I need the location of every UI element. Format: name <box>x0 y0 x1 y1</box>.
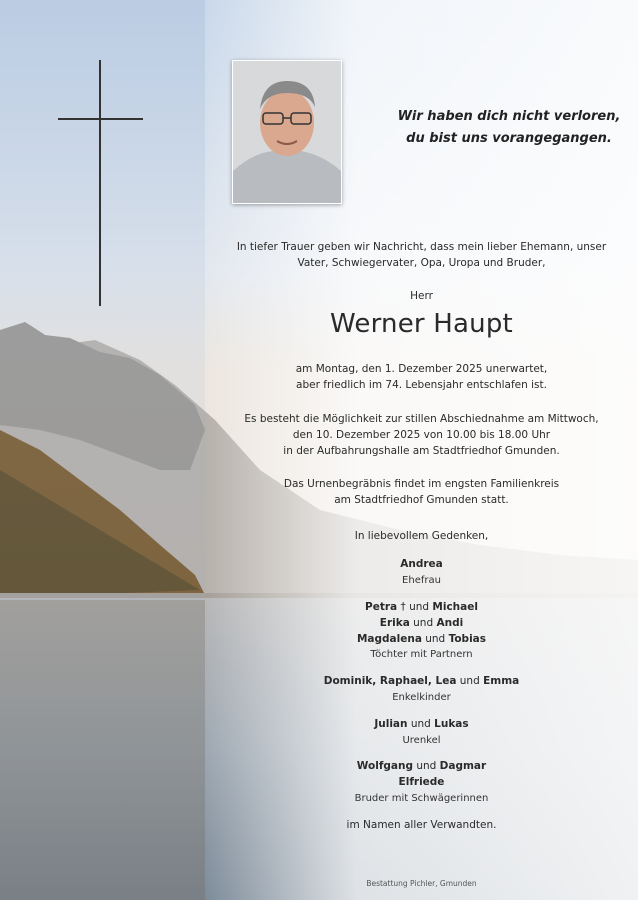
daughter-3-name: Magdalena <box>356 632 422 645</box>
family-daughters <box>205 600 638 662</box>
and-word: und <box>410 718 431 730</box>
grandchildren-line <box>205 674 638 690</box>
cross-icon <box>99 60 101 306</box>
farewell-line-3: in der Aufbahrungshalle am Stadtfriedhof Gmunden. <box>283 444 560 457</box>
quote-line-1: Wir haben dich nicht verloren, <box>397 109 621 124</box>
and-word: und <box>416 760 437 772</box>
great-grandchildren-line <box>205 717 638 733</box>
wife-role: Ehefrau <box>402 574 441 586</box>
deceased-name <box>205 308 638 340</box>
daughter-3-partner: Tobias <box>448 632 487 645</box>
daughters-role: Töchter mit Partnern <box>370 649 473 661</box>
intro-line-2: Vater, Schwiegervater, Opa, Uropa und Bruder, <box>297 256 546 269</box>
wife-name: Andrea <box>400 558 443 570</box>
memory-line: In liebevollem Gedenken, <box>354 530 489 542</box>
death-text <box>205 362 638 394</box>
grandchild-last-name: Emma <box>483 675 520 687</box>
death-line-2: aber friedlich im 74. Lebensjahr entschlafen ist. <box>296 378 547 391</box>
salutation <box>205 289 638 305</box>
brother-name: Wolfgang <box>356 760 413 772</box>
footer-text: Bestattung Pichler, Gmunden <box>366 879 477 888</box>
closing-line: im Namen aller Verwandten. <box>346 819 497 831</box>
family-great-grandchildren <box>205 717 638 748</box>
intro-line-1: In tiefer Trauer geben wir Nachricht, dass mein lieber Ehemann, unser <box>236 241 607 253</box>
salutation-text: Herr <box>410 290 433 302</box>
great-grandchildren-role: Urenkel <box>402 734 441 746</box>
daughter-line-1 <box>205 600 638 616</box>
and-word: und <box>409 601 430 613</box>
daughter-1-name: Petra <box>365 601 398 613</box>
great-grandchild-1: Julian <box>374 718 408 730</box>
burial-line-2: am Stadtfriedhof Gmunden statt. <box>334 493 509 506</box>
sister-in-law-1: Dagmar <box>439 760 487 772</box>
death-line-1: am Montag, den 1. Dezember 2025 unerwartet, <box>295 363 548 375</box>
burial-line-1: Das Urnenbegräbnis findet im engsten Familienkreis <box>283 478 560 490</box>
grandchildren-names: Dominik, Raphael, Lea <box>323 675 457 687</box>
closing-text <box>205 818 638 834</box>
brother-role: Bruder mit Schwägerinnen <box>354 792 489 804</box>
family-grandchildren <box>205 674 638 705</box>
daughter-1-partner: Michael <box>432 601 478 613</box>
daughter-2-partner: Andi <box>436 616 464 629</box>
quote-line-2: du bist uns vorangegangen. <box>406 131 612 146</box>
brother-line-1 <box>205 759 638 775</box>
deceased-name-text: Werner Haupt <box>330 309 513 339</box>
family-wife <box>205 557 638 588</box>
daughter-line-2 <box>205 616 638 632</box>
footer <box>205 879 638 889</box>
cross-icon-bar <box>58 118 143 120</box>
daughter-line-3 <box>205 632 638 648</box>
and-word: und <box>459 675 480 687</box>
and-word: und <box>413 616 434 629</box>
great-grandchild-2: Lukas <box>434 718 469 730</box>
left-color-panel <box>0 0 205 900</box>
deceased-mark: † <box>400 601 406 613</box>
farewell-line-1: Es besteht die Möglichkeit zur stillen Abschiednahme am Mittwoch, <box>244 413 599 425</box>
grandchildren-role: Enkelkinder <box>392 691 451 703</box>
quote <box>380 106 638 150</box>
family-brother <box>205 759 638 806</box>
memory-text <box>205 529 638 545</box>
burial-text <box>205 477 638 509</box>
daughter-2-name: Erika <box>379 616 410 629</box>
farewell-line-2: den 10. Dezember 2025 von 10.00 bis 18.00 Uhr <box>292 428 551 441</box>
and-word: und <box>425 632 446 645</box>
sister-in-law-2: Elfriede <box>398 775 445 788</box>
portrait-photo <box>232 60 342 204</box>
farewell-text <box>205 412 638 459</box>
intro-text <box>205 240 638 272</box>
